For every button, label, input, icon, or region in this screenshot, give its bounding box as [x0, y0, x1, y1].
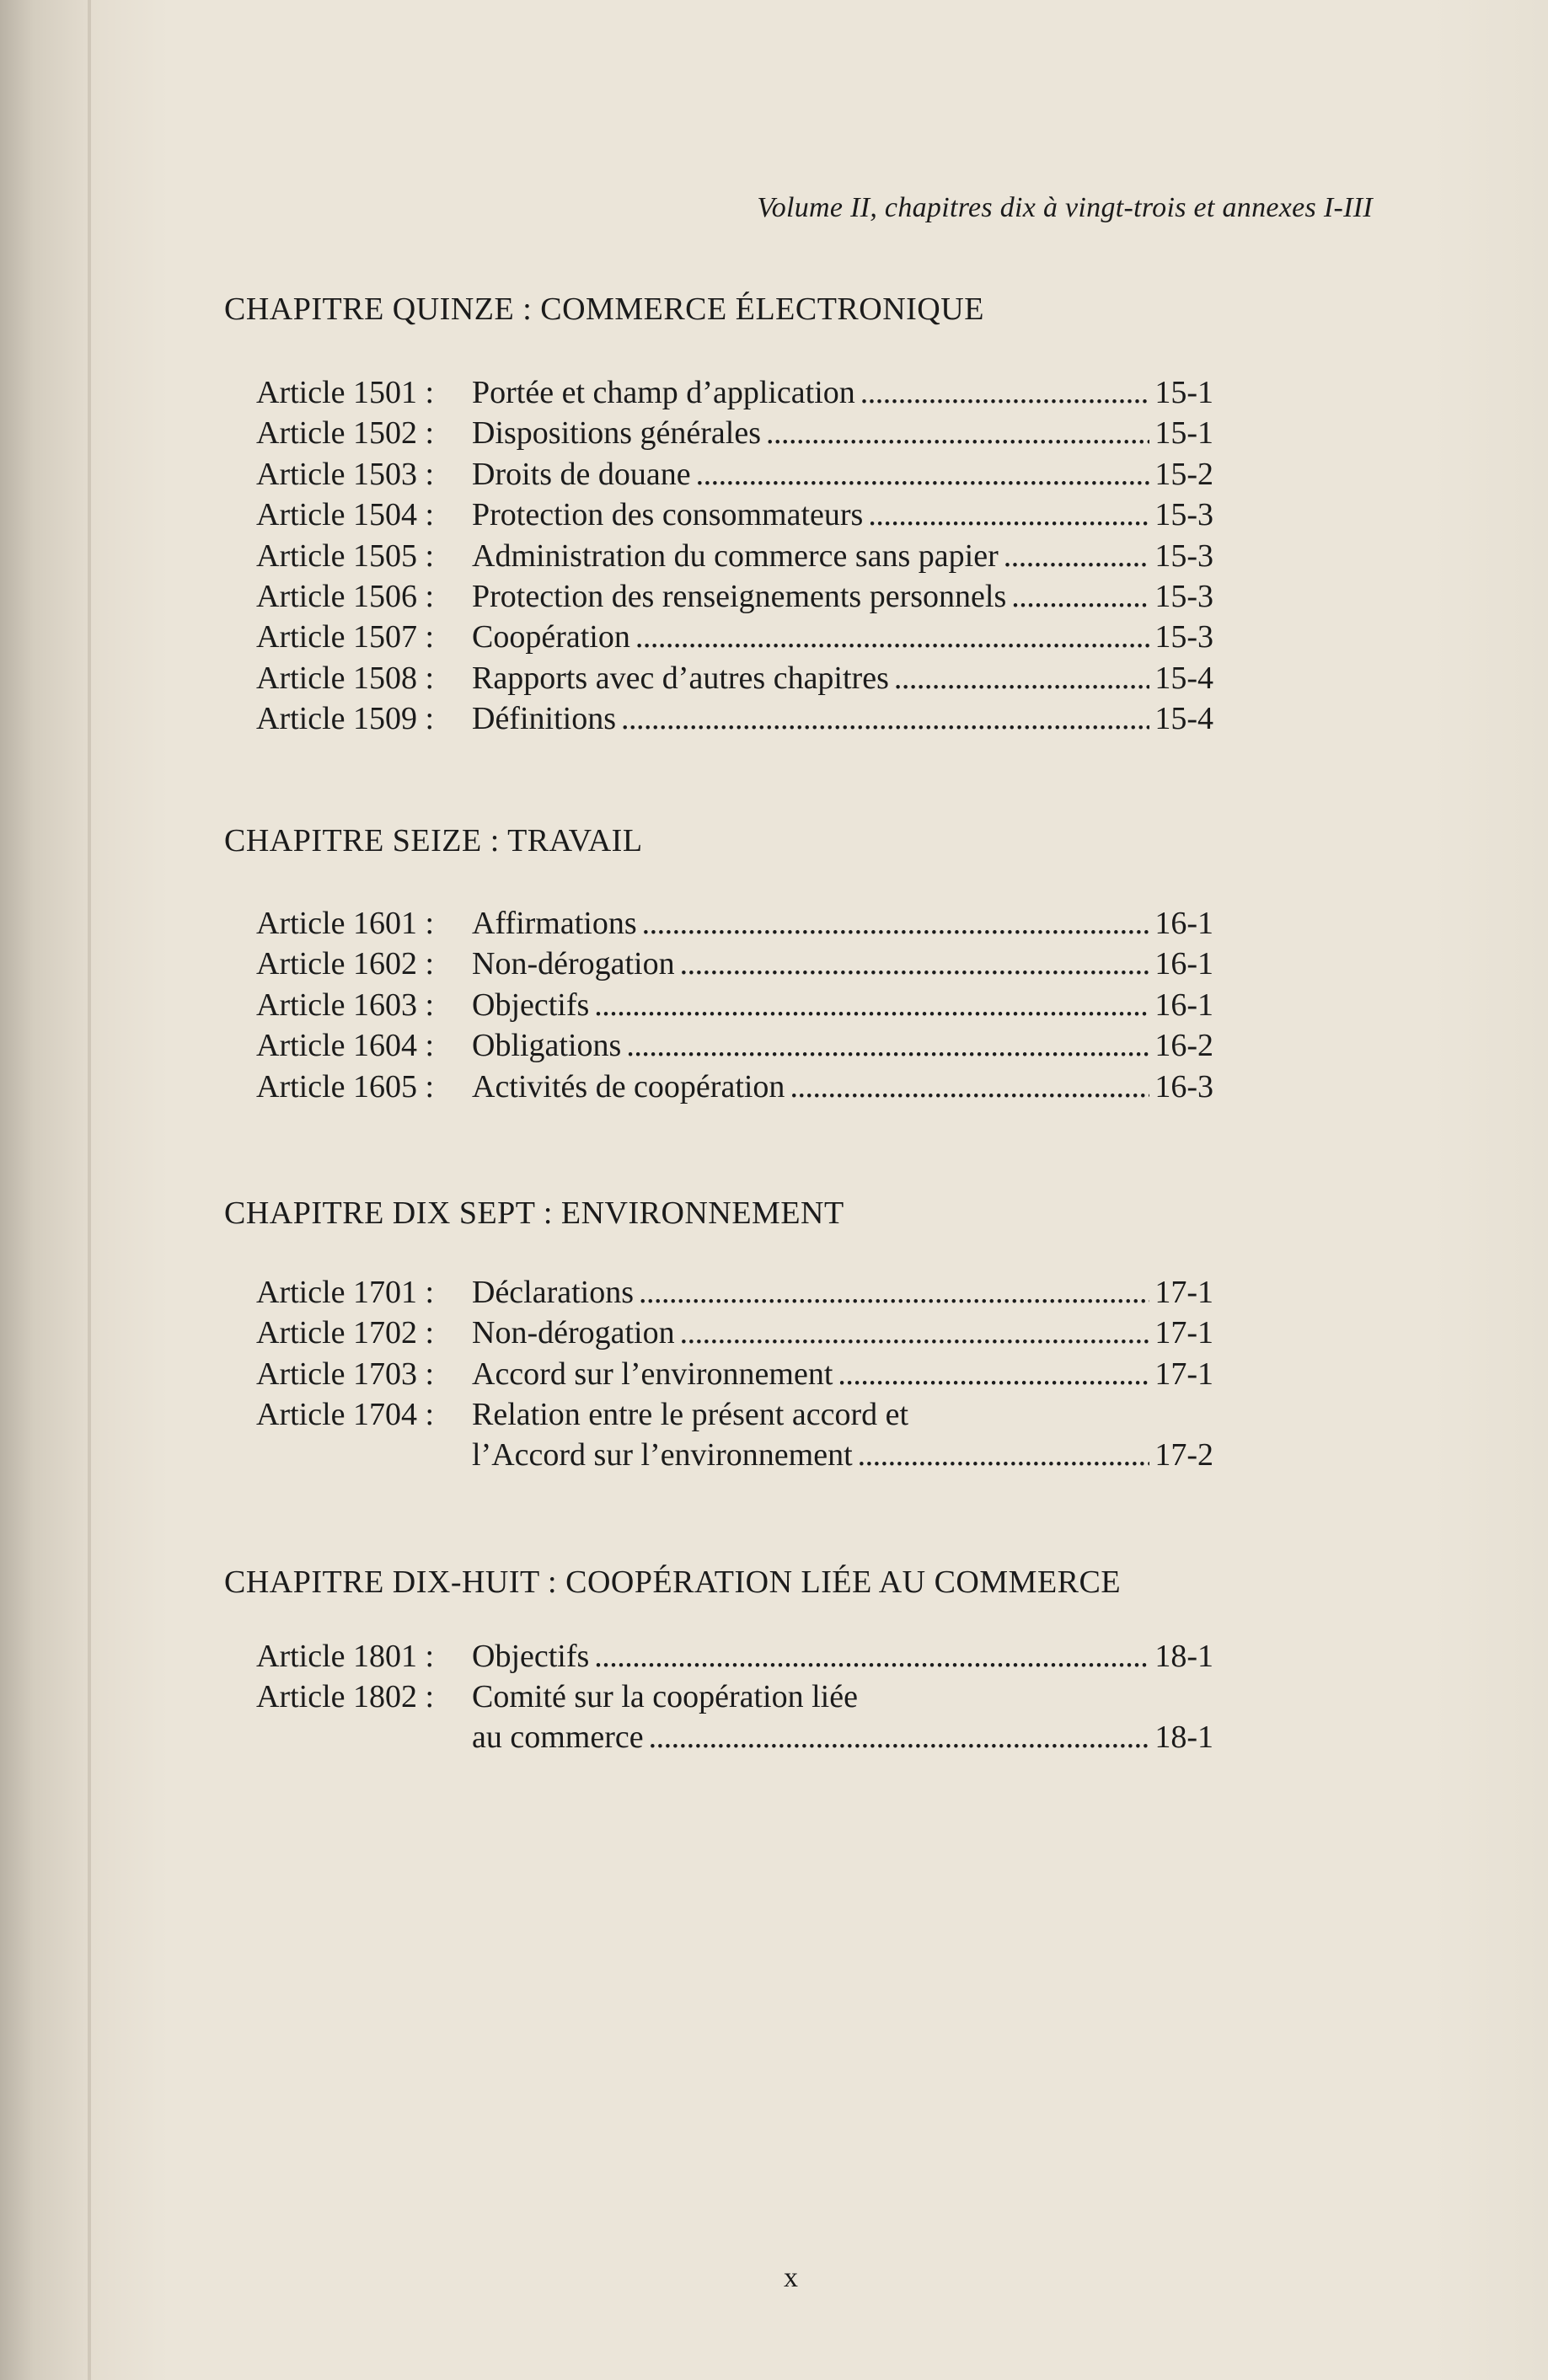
entry-body — [472, 698, 1213, 739]
entry-title: Affirmations — [472, 906, 637, 941]
page-number: x — [784, 2262, 798, 2293]
dot-leader — [680, 944, 1150, 984]
article-number: Article 1802 : — [256, 1679, 435, 1715]
entry-title: au commerce — [472, 1719, 644, 1756]
entry-body — [472, 1067, 1213, 1107]
entry-line — [472, 617, 1213, 657]
article-number: Article 1503 : — [256, 456, 435, 492]
page-ref: 16-1 — [1154, 987, 1213, 1023]
entry-body — [472, 903, 1213, 944]
article-number: Article 1703 : — [256, 1356, 435, 1392]
dot-leader — [1011, 576, 1149, 617]
dot-leader — [868, 495, 1149, 535]
page-ref: 18-1 — [1154, 1639, 1213, 1674]
dot-leader — [894, 658, 1149, 698]
entry-body — [472, 1025, 1213, 1066]
entry-title: Dispositions générales — [472, 415, 762, 452]
entry-body — [472, 1636, 1213, 1677]
entry-title: Administration du commerce sans papier — [472, 538, 999, 574]
entry-line — [472, 1435, 1213, 1475]
binding-shadow — [88, 0, 91, 2380]
entry-title: Objectifs — [472, 1639, 590, 1674]
entry-body — [472, 1677, 1213, 1757]
page-ref: 15-1 — [1154, 375, 1213, 410]
page-ref: 16-3 — [1154, 1068, 1213, 1104]
entry-line — [472, 536, 1213, 576]
page-ref: 17-1 — [1154, 1315, 1213, 1351]
dot-leader — [838, 1354, 1149, 1394]
article-number: Article 1507 : — [256, 619, 435, 655]
entry-title: Accord sur l’environnement — [472, 1356, 833, 1392]
article-number: Article 1605 : — [256, 1068, 435, 1104]
entry-body — [472, 944, 1213, 984]
entry-line — [472, 1067, 1213, 1107]
page-ref: 15-1 — [1154, 415, 1213, 452]
dot-leader — [1004, 536, 1150, 576]
page-ref: 15-2 — [1154, 456, 1213, 492]
article-number: Article 1509 : — [256, 701, 435, 737]
entry-title: Non-dérogation — [472, 946, 675, 982]
dot-leader — [649, 1717, 1150, 1757]
chapter-title: CHAPITRE SEIZE : TRAVAIL — [224, 823, 643, 858]
entry-line — [472, 1636, 1213, 1677]
entry-line — [472, 495, 1213, 535]
entry-title: Relation entre le présent accord et — [472, 1397, 909, 1433]
page-ref: 15-3 — [1154, 619, 1213, 655]
entry-title: Coopération — [472, 619, 630, 655]
page-ref: 16-1 — [1154, 946, 1213, 982]
dot-leader — [696, 454, 1150, 495]
page-ref: 15-3 — [1154, 497, 1213, 533]
entry-line — [472, 698, 1213, 739]
entry-body — [472, 1313, 1213, 1353]
chapter-title: CHAPITRE QUINZE : COMMERCE ÉLECTRONIQUE — [224, 291, 984, 327]
page-ref: 15-4 — [1154, 701, 1213, 737]
entry-title: Définitions — [472, 701, 616, 737]
entry-body — [472, 985, 1213, 1025]
page-ref: 17-1 — [1154, 1356, 1213, 1392]
entry-line — [472, 1717, 1213, 1757]
entry-line — [472, 1272, 1213, 1313]
dot-leader — [594, 1636, 1149, 1677]
entry-body — [472, 372, 1213, 413]
dot-leader — [642, 903, 1150, 944]
article-number: Article 1502 : — [256, 415, 435, 452]
entry-body — [472, 413, 1213, 453]
dot-leader — [639, 1272, 1149, 1313]
entry-line — [472, 454, 1213, 495]
entry-body — [472, 495, 1213, 535]
entry-line — [472, 372, 1213, 413]
page-ref: 16-1 — [1154, 906, 1213, 941]
entry-body — [472, 454, 1213, 495]
entry-title: Droits de douane — [472, 456, 691, 492]
entry-body — [472, 1354, 1213, 1394]
entry-title: Déclarations — [472, 1275, 635, 1310]
article-number: Article 1504 : — [256, 497, 435, 533]
dot-leader — [858, 1435, 1150, 1475]
entry-title: Comité sur la coopération liée — [472, 1679, 858, 1715]
chapter-title: CHAPITRE DIX SEPT : ENVIRONNEMENT — [224, 1195, 844, 1231]
entry-body — [472, 536, 1213, 576]
entry-body — [472, 1272, 1213, 1313]
entry-title: l’Accord sur l’environnement — [472, 1437, 853, 1473]
entry-line — [472, 985, 1213, 1025]
article-number: Article 1801 : — [256, 1639, 435, 1674]
dot-leader — [626, 1025, 1149, 1066]
entry-title: Objectifs — [472, 987, 590, 1023]
entry-body — [472, 617, 1213, 657]
entry-title: Non-dérogation — [472, 1315, 675, 1351]
article-number: Article 1505 : — [256, 538, 435, 574]
entry-body — [472, 576, 1213, 617]
dot-leader — [860, 372, 1150, 413]
article-number: Article 1701 : — [256, 1275, 435, 1310]
entry-title: Protection des renseignements personnels — [472, 579, 1007, 614]
article-number: Article 1501 : — [256, 375, 435, 410]
article-number: Article 1508 : — [256, 660, 435, 696]
article-number: Article 1602 : — [256, 946, 435, 982]
dot-leader — [766, 413, 1149, 453]
entry-line — [472, 944, 1213, 984]
article-number: Article 1704 : — [256, 1397, 435, 1433]
article-number: Article 1604 : — [256, 1028, 435, 1064]
entry-line — [472, 413, 1213, 453]
page-ref: 15-4 — [1154, 660, 1213, 696]
dot-leader — [594, 985, 1149, 1025]
article-number: Article 1702 : — [256, 1315, 435, 1351]
page-ref: 16-2 — [1154, 1028, 1213, 1064]
page-ref: 18-1 — [1154, 1719, 1213, 1756]
page-ref: 17-2 — [1154, 1437, 1213, 1473]
entry-line — [472, 658, 1213, 698]
page-ref: 15-3 — [1154, 579, 1213, 614]
entry-line — [472, 1677, 1213, 1717]
dot-leader — [635, 617, 1149, 657]
entry-line — [472, 903, 1213, 944]
entry-line — [472, 1313, 1213, 1353]
entry-title: Portée et champ d’application — [472, 375, 855, 410]
entry-line — [472, 1025, 1213, 1066]
dot-leader — [680, 1313, 1150, 1353]
dot-leader — [621, 698, 1149, 739]
article-number: Article 1603 : — [256, 987, 435, 1023]
running-head: Volume II, chapitres dix à vingt-trois et annexes I-III — [757, 192, 1373, 223]
article-number: Article 1601 : — [256, 906, 435, 941]
page-ref: 15-3 — [1154, 538, 1213, 574]
entry-line — [472, 1394, 1213, 1435]
entry-title: Activités de coopération — [472, 1068, 785, 1104]
chapter-title: CHAPITRE DIX-HUIT : COOPÉRATION LIÉE AU COMMERCE — [224, 1564, 1122, 1600]
dot-leader — [790, 1067, 1149, 1107]
article-number: Article 1506 : — [256, 579, 435, 614]
entry-title: Obligations — [472, 1028, 622, 1064]
entry-line — [472, 1354, 1213, 1394]
entry-title: Rapports avec d’autres chapitres — [472, 660, 889, 696]
entry-title: Protection des consommateurs — [472, 497, 864, 533]
entry-body — [472, 658, 1213, 698]
entry-body — [472, 1394, 1213, 1475]
page-ref: 17-1 — [1154, 1275, 1213, 1310]
entry-line — [472, 576, 1213, 617]
